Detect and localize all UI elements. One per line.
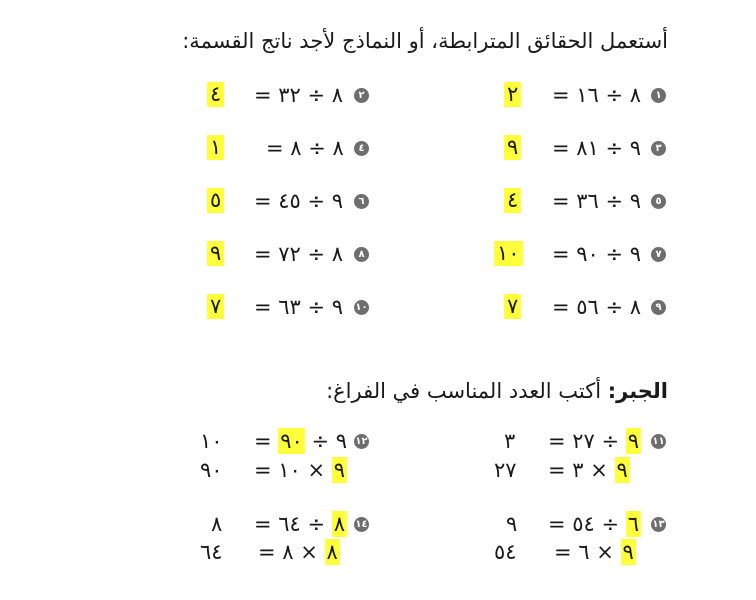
problem-expression: = ٨ ÷ ٧٢	[254, 242, 344, 266]
problem-expression: = ٨ ÷ ٨	[266, 136, 344, 160]
problem-expression: = ٩ ÷ ٨١	[552, 136, 642, 160]
problem-number-badge: ٩	[651, 300, 666, 315]
answer-highlight: ٤	[207, 82, 224, 107]
answer-highlight: ٩	[207, 241, 224, 266]
blank-answer: ٦	[627, 512, 640, 536]
equation-line-1: = ٨ ÷ ٦٤	[254, 512, 346, 536]
blank-answer: ٩	[627, 429, 640, 453]
equation-result-1: ٨	[211, 512, 223, 536]
equation-line-1: = ٩ ÷ ٩٠	[254, 429, 348, 453]
problem-expression: = ٩ ÷ ٤٥	[254, 189, 344, 213]
answer-highlight: ١٠	[494, 241, 523, 266]
equation-result-2: ٦٤	[200, 540, 223, 564]
equation-line-2: = ٩ × ٦	[554, 540, 634, 564]
equation-result-2: ٥٤	[494, 540, 517, 564]
problem-number-badge: ١٣	[651, 517, 666, 532]
equation-result-1: ٩	[506, 512, 518, 536]
problem-expression: = ٩ ÷ ٣٦	[552, 189, 642, 213]
blank-answer: ٩	[622, 540, 634, 564]
blank-answer: ٩	[616, 458, 628, 482]
answer-highlight: ٧	[207, 294, 224, 319]
equation-result-2: ٩٠	[200, 458, 223, 482]
problem-number-badge: ١١	[651, 434, 666, 449]
blank-answer: ٩	[333, 458, 346, 482]
problem-number-badge: ١٤	[354, 517, 369, 532]
equation-line-2: = ٩ × ١٠	[254, 458, 346, 482]
problem-expression: = ٩ ÷ ٩٠	[552, 242, 642, 266]
problem-expression: = ٨ ÷ ١٦	[552, 83, 642, 107]
problem-number-badge: ٧	[651, 247, 666, 262]
answer-highlight: ١	[207, 135, 224, 160]
equation-result-1: ١٠	[200, 429, 223, 453]
problem-expression: = ٨ ÷ ٥٦	[552, 295, 642, 319]
blank-answer: ٩٠	[280, 429, 303, 453]
problem-number-badge: ٥	[651, 194, 666, 209]
answer-highlight: ٩	[504, 135, 521, 160]
problem-number-badge: ٣	[651, 141, 666, 156]
equation-line-1: = ٦ ÷ ٥٤	[548, 512, 640, 536]
problem-number-badge: ٢	[354, 88, 369, 103]
blank-answer: ٨	[326, 540, 338, 564]
problem-number-badge: ١	[651, 88, 666, 103]
section1-instruction: أستعمل الحقائق المترابطة، أو النماذج لأجد ناتج القسمة:	[182, 29, 668, 53]
section2-label: الجبر:	[607, 379, 668, 403]
blank-answer: ٨	[333, 512, 346, 536]
problem-number-badge: ٤	[354, 141, 369, 156]
problem-expression: = ٨ ÷ ٣٢	[254, 83, 344, 107]
section2-heading	[326, 381, 668, 402]
problem-expression: = ٩ ÷ ٦٣	[254, 295, 344, 319]
problem-number-badge: ٦	[354, 194, 369, 209]
answer-highlight: ٧	[504, 294, 521, 319]
equation-line-2: = ٩ × ٣	[548, 458, 628, 482]
equation-result-2: ٢٧	[494, 458, 517, 482]
problem-number-badge: ١٠	[354, 300, 369, 315]
answer-highlight: ٥	[207, 188, 224, 213]
equation-result-1: ٣	[504, 429, 516, 453]
equation-line-2: = ٨ × ٨	[258, 540, 338, 564]
problem-number-badge: ١٢	[354, 434, 369, 449]
answer-highlight: ٤	[504, 188, 521, 213]
answer-highlight: ٢	[504, 82, 521, 107]
problem-number-badge: ٨	[354, 247, 369, 262]
section2-instruction: أكتب العدد المناسب في الفراغ:	[326, 379, 602, 403]
equation-line-1: = ٩ ÷ ٢٧	[548, 429, 640, 453]
